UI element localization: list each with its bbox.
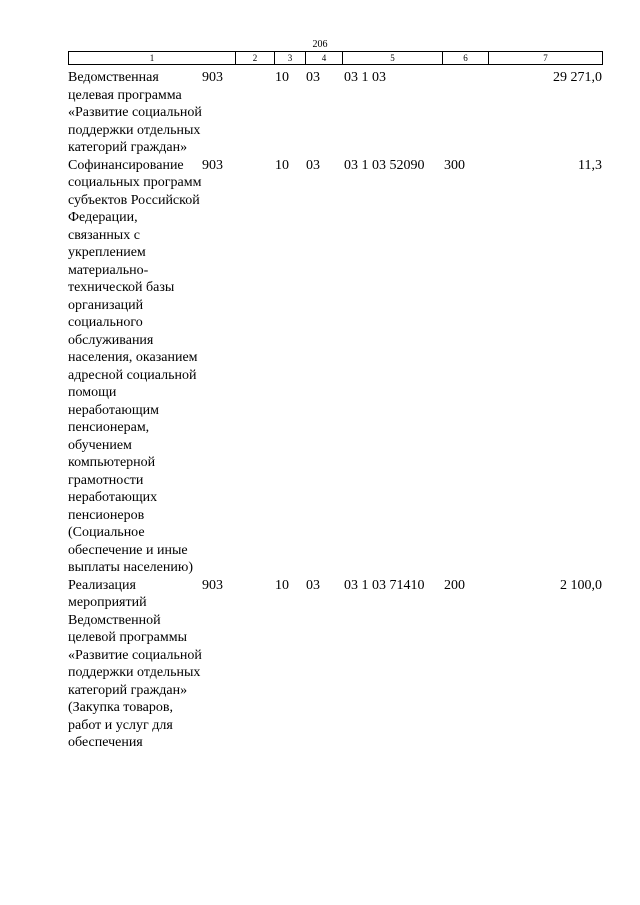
page-number: 206	[312, 39, 328, 50]
row-description: Ведомственная целевая программа «Развитие социальной поддержки отдельных категорий граждан»	[68, 70, 202, 155]
row-description: Софинансирование социальных программ субъектов Российской Федерации, связанных с укреплением материально-технической базы организаций социального обслуживания населения, оказанием адресной социальной помощи неработающим пенсионерам, обучением компьютерной грамотности неработающих пенсионеров (Социальное обеспечение и иные выплаты населению)	[68, 157, 202, 575]
column-header-5: 5	[343, 52, 443, 65]
row-amount: 29 271,0	[553, 70, 602, 85]
row-ministry-code: 903	[202, 577, 223, 593]
budget-rows	[0, 69, 640, 752]
row-amount: 11,3	[578, 157, 602, 173]
column-header-table	[68, 51, 603, 65]
row-subsection-code: 03	[306, 157, 320, 173]
table-row	[0, 69, 640, 157]
row-amount: 2 100,0	[560, 577, 602, 593]
table-row	[0, 157, 640, 577]
row-section-code: 10	[275, 157, 289, 173]
column-header-7: 7	[489, 52, 603, 65]
row-expense-type: 200	[444, 577, 465, 593]
row-subsection-code: 03	[306, 70, 320, 85]
column-header-1: 1	[69, 52, 236, 65]
row-ministry-code: 903	[202, 157, 223, 173]
row-target-article: 03 1 03	[344, 70, 386, 85]
column-header-3: 3	[275, 52, 306, 65]
row-section-code: 10	[275, 70, 289, 85]
row-section-code: 10	[275, 577, 289, 593]
row-target-article: 03 1 03 71410	[344, 577, 425, 593]
table-row	[0, 577, 640, 752]
row-description: Реализация мероприятий Ведомственной целевой программы «Развитие социальной поддержки отдельных категорий граждан» (Закупка товаров, работ и услуг для обеспечения	[68, 577, 202, 750]
row-subsection-code: 03	[306, 577, 320, 593]
column-header-4: 4	[306, 52, 343, 65]
row-ministry-code: 903	[202, 70, 223, 85]
column-header-2: 2	[236, 52, 275, 65]
column-header-row	[69, 52, 603, 65]
row-expense-type: 300	[444, 157, 465, 173]
column-header-6: 6	[443, 52, 489, 65]
row-target-article: 03 1 03 52090	[344, 157, 425, 173]
